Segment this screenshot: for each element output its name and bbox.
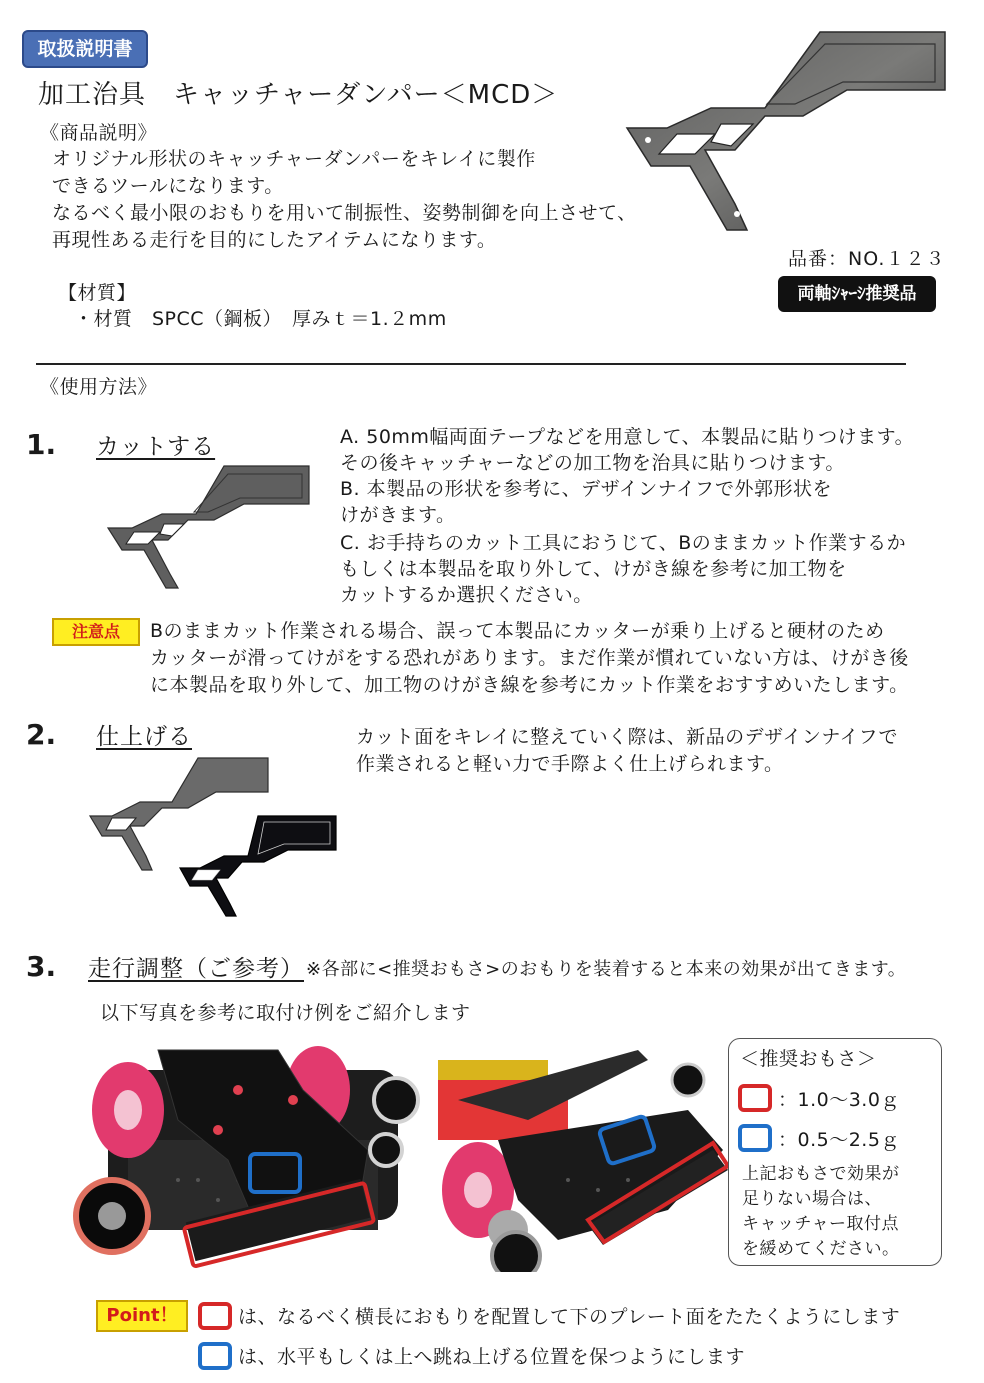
point-badge: Point！: [96, 1300, 188, 1332]
usage-heading: 《使用方法》: [40, 376, 158, 398]
weight-heading: ＜推奨おもさ＞: [740, 1048, 877, 1070]
material-heading: 【材質】: [58, 282, 137, 304]
weight-note-line: 上記おもさで効果が: [742, 1164, 900, 1184]
step1-line: その後キャッチャーなどの加工物を治具に貼りつけます。: [340, 452, 845, 474]
step1-line: カットするか選択ください。: [340, 584, 593, 606]
step1-number: 1.: [26, 428, 57, 461]
point-red-text: は、なるべく横長におもりを配置して下のプレート面をたたくようにします: [238, 1306, 901, 1328]
jig-product-image: [615, 24, 950, 239]
caution-line: Bのままカット作業される場合、誤って本製品にカッターが乗り上げると硬材のため: [150, 620, 885, 642]
recommend-badge: 両軸ｼｬｰｼ推奨品: [778, 276, 936, 312]
blue-square-icon: [198, 1342, 232, 1370]
description-line: オリジナル形状のキャッチャーダンパーをキレイに製作: [52, 148, 536, 170]
step2-number: 2.: [26, 718, 57, 751]
step3-note: ※各部に<推奨おもさ>のおもりを装着すると本来の効果が出てきます。: [306, 959, 907, 980]
caution-line: カッターが滑ってけがをする恐れがあります。まだ作業が慣れていない方は、けがき後: [150, 647, 909, 669]
page-title: 加工治具 キャッチャーダンパー＜MCD＞: [38, 80, 559, 110]
divider: [36, 363, 906, 365]
step1-line: C. お手持ちのカット工具におうじて、Bのままカット作業するか: [340, 532, 907, 554]
blue-weight-value: ：0.5～2.5ｇ: [778, 1129, 900, 1151]
step1-line: A. 50mm幅両面テープなどを用意して、本製品に貼りつけます。: [340, 426, 915, 448]
description-heading: 《商品説明》: [40, 122, 158, 144]
step3-title: 走行調整（ご参考）: [88, 956, 304, 982]
weight-note-line: キャッチャー取付点: [742, 1214, 899, 1234]
weight-note-line: を緩めてください。: [742, 1239, 900, 1259]
red-square-icon: [198, 1302, 232, 1330]
point-blue-text: は、水平もしくは上へ跳ね上げる位置を保つようにします: [238, 1346, 746, 1368]
step2-line: カット面をキレイに整えていく際は、新品のデザインナイフで: [356, 726, 899, 748]
manual-badge: 取扱説明書: [22, 30, 148, 68]
blue-square-icon: [738, 1124, 772, 1152]
step2-title: 仕上げる: [96, 724, 192, 750]
description-line: できるツールになります。: [52, 175, 284, 197]
red-square-icon: [738, 1084, 772, 1112]
step1-jig-image: [104, 462, 314, 592]
caution-badge: 注意点: [52, 618, 140, 646]
step1-line: もしくは本製品を取り外して、けがき線を参考に加工物を: [340, 558, 847, 580]
step2-line: 作業されると軽い力で手際よく仕上げられます。: [356, 753, 784, 775]
step1-title: カットする: [96, 434, 216, 460]
step2-jig-image: [88, 754, 338, 919]
weight-note-line: 足りない場合は、: [742, 1189, 882, 1209]
description-line: 再現性ある走行を目的にしたアイテムになります。: [52, 229, 497, 251]
photo-caption: 以下写真を参考に取付け例をご紹介します: [100, 1002, 471, 1024]
part-number: 品番：NO.１２３: [788, 248, 946, 270]
caution-line: に本製品を取り外して、加工物のけがき線を参考にカット作業をおすすめいたします。: [150, 674, 909, 696]
car-photo-right: [438, 1030, 728, 1272]
material-line: ・材質 SPCC（鋼板） 厚みｔ＝1.２mm: [74, 308, 447, 330]
step1-line: けがきます。: [340, 504, 456, 526]
step3-number: 3.: [26, 950, 57, 983]
description-line: なるべく最小限のおもりを用いて制振性、姿勢制御を向上させて、: [52, 202, 637, 224]
car-photo-left: [68, 1030, 433, 1272]
step1-line: B. 本製品の形状を参考に、デザインナイフで外郭形状を: [340, 478, 832, 500]
red-weight-value: ：1.0～3.0ｇ: [778, 1089, 900, 1111]
